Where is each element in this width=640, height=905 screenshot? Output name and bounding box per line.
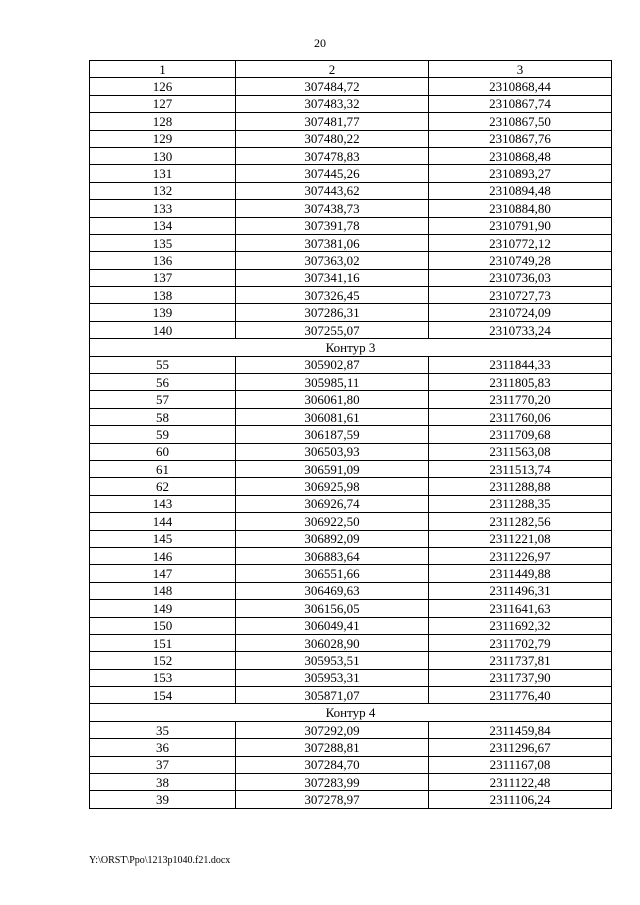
x-coordinate-cell: 306049,41: [236, 617, 429, 634]
x-coordinate-cell: 306187,59: [236, 426, 429, 443]
y-coordinate-cell: 2310749,28: [429, 252, 612, 269]
y-coordinate-cell: 2311167,08: [429, 756, 612, 773]
table-row: [90, 426, 612, 443]
point-number-cell: 58: [90, 408, 236, 425]
table-row: [90, 182, 612, 199]
y-coordinate-cell: 2311770,20: [429, 391, 612, 408]
y-coordinate-cell: 2310772,12: [429, 234, 612, 251]
point-number-cell: 153: [90, 669, 236, 686]
y-coordinate-cell: 2310868,44: [429, 78, 612, 95]
y-coordinate-cell: 2310867,74: [429, 95, 612, 112]
table-header-row: [90, 61, 612, 78]
y-coordinate-cell: 2310733,24: [429, 321, 612, 338]
table-row: [90, 582, 612, 599]
point-number-cell: 133: [90, 200, 236, 217]
table-row: [90, 443, 612, 460]
x-coordinate-cell: 307255,07: [236, 321, 429, 338]
y-coordinate-cell: 2310736,03: [429, 269, 612, 286]
point-number-cell: 151: [90, 634, 236, 651]
x-coordinate-cell: 306503,93: [236, 443, 429, 460]
point-number-cell: 37: [90, 756, 236, 773]
point-number-cell: 139: [90, 304, 236, 321]
y-coordinate-cell: 2310893,27: [429, 165, 612, 182]
table-row: [90, 791, 612, 808]
table-row: [90, 304, 612, 321]
table-row: [90, 652, 612, 669]
x-coordinate-cell: 306926,74: [236, 495, 429, 512]
x-coordinate-cell: 307292,09: [236, 721, 429, 738]
point-number-cell: 146: [90, 547, 236, 564]
table-row: [90, 774, 612, 791]
point-number-cell: 132: [90, 182, 236, 199]
y-coordinate-cell: 2311844,33: [429, 356, 612, 373]
x-coordinate-cell: 307483,32: [236, 95, 429, 112]
table-row: [90, 95, 612, 112]
x-coordinate-cell: 306156,05: [236, 600, 429, 617]
section-title: Контур 3: [90, 339, 612, 356]
y-coordinate-cell: 2310884,80: [429, 200, 612, 217]
table-row: [90, 78, 612, 95]
table-row: [90, 617, 612, 634]
y-coordinate-cell: 2311459,84: [429, 721, 612, 738]
y-coordinate-cell: 2311221,08: [429, 530, 612, 547]
coordinates-table: [89, 60, 612, 809]
y-coordinate-cell: 2311692,32: [429, 617, 612, 634]
table-row: [90, 165, 612, 182]
table-row: [90, 495, 612, 512]
table-row: [90, 547, 612, 564]
table-row: [90, 234, 612, 251]
x-coordinate-cell: 306883,64: [236, 547, 429, 564]
x-coordinate-cell: 307341,16: [236, 269, 429, 286]
table-row: [90, 269, 612, 286]
point-number-cell: 60: [90, 443, 236, 460]
x-coordinate-cell: 307391,78: [236, 217, 429, 234]
point-number-cell: 152: [90, 652, 236, 669]
x-coordinate-cell: 307443,62: [236, 182, 429, 199]
x-coordinate-cell: 307363,02: [236, 252, 429, 269]
point-number-cell: 136: [90, 252, 236, 269]
x-coordinate-cell: 307484,72: [236, 78, 429, 95]
point-number-cell: 143: [90, 495, 236, 512]
table-row: [90, 217, 612, 234]
y-coordinate-cell: 2311702,79: [429, 634, 612, 651]
x-coordinate-cell: 305953,31: [236, 669, 429, 686]
y-coordinate-cell: 2310867,76: [429, 130, 612, 147]
point-number-cell: 135: [90, 234, 236, 251]
section-title: Контур 4: [90, 704, 612, 721]
x-coordinate-cell: 307286,31: [236, 304, 429, 321]
table-row: [90, 391, 612, 408]
y-coordinate-cell: 2311288,88: [429, 478, 612, 495]
y-coordinate-cell: 2311513,74: [429, 460, 612, 477]
y-coordinate-cell: 2311122,48: [429, 774, 612, 791]
point-number-cell: 56: [90, 374, 236, 391]
y-coordinate-cell: 2310727,73: [429, 287, 612, 304]
x-coordinate-cell: 305985,11: [236, 374, 429, 391]
y-coordinate-cell: 2311760,06: [429, 408, 612, 425]
y-coordinate-cell: 2311288,35: [429, 495, 612, 512]
y-coordinate-cell: 2311296,67: [429, 739, 612, 756]
x-coordinate-cell: 307283,99: [236, 774, 429, 791]
table-row: [90, 478, 612, 495]
point-number-cell: 149: [90, 600, 236, 617]
table-row: [90, 252, 612, 269]
x-coordinate-cell: 306469,63: [236, 582, 429, 599]
x-coordinate-cell: 305902,87: [236, 356, 429, 373]
point-number-cell: 128: [90, 113, 236, 130]
table-row: [90, 321, 612, 338]
y-coordinate-cell: 2311496,31: [429, 582, 612, 599]
point-number-cell: 134: [90, 217, 236, 234]
point-number-cell: 36: [90, 739, 236, 756]
point-number-cell: 130: [90, 147, 236, 164]
section-title-row: [90, 704, 612, 721]
x-coordinate-cell: 307381,06: [236, 234, 429, 251]
x-coordinate-cell: 307478,83: [236, 147, 429, 164]
x-coordinate-cell: 307445,26: [236, 165, 429, 182]
point-number-cell: 35: [90, 721, 236, 738]
x-coordinate-cell: 307438,73: [236, 200, 429, 217]
table-row: [90, 721, 612, 738]
y-coordinate-cell: 2311776,40: [429, 687, 612, 704]
x-coordinate-cell: 306551,66: [236, 565, 429, 582]
table-row: [90, 530, 612, 547]
x-coordinate-cell: 306591,09: [236, 460, 429, 477]
x-coordinate-cell: 307288,81: [236, 739, 429, 756]
table-row: [90, 687, 612, 704]
y-coordinate-cell: 2310894,48: [429, 182, 612, 199]
page-number: 20: [314, 36, 326, 50]
file-path-footer: Y:\ORST\Ppo\1213p1040.f21.docx: [89, 855, 231, 866]
y-coordinate-cell: 2310868,48: [429, 147, 612, 164]
point-number-cell: 59: [90, 426, 236, 443]
point-number-cell: 148: [90, 582, 236, 599]
table-row: [90, 374, 612, 391]
point-number-cell: 57: [90, 391, 236, 408]
point-number-cell: 154: [90, 687, 236, 704]
point-number-cell: 147: [90, 565, 236, 582]
x-coordinate-cell: 306922,50: [236, 513, 429, 530]
x-coordinate-cell: 307326,45: [236, 287, 429, 304]
section-title-row: [90, 339, 612, 356]
point-number-cell: 138: [90, 287, 236, 304]
coordinates-table-body: [90, 61, 612, 809]
point-number-cell: 38: [90, 774, 236, 791]
point-number-cell: 140: [90, 321, 236, 338]
table-row: [90, 200, 612, 217]
y-coordinate-cell: 2311449,88: [429, 565, 612, 582]
point-number-cell: 150: [90, 617, 236, 634]
table-row: [90, 756, 612, 773]
table-row: [90, 408, 612, 425]
y-coordinate-cell: 2311737,90: [429, 669, 612, 686]
x-coordinate-cell: 307284,70: [236, 756, 429, 773]
x-coordinate-cell: 306892,09: [236, 530, 429, 547]
table-row: [90, 130, 612, 147]
y-coordinate-cell: 2311282,56: [429, 513, 612, 530]
point-number-cell: 145: [90, 530, 236, 547]
x-coordinate-cell: 305871,07: [236, 687, 429, 704]
table-row: [90, 287, 612, 304]
table-row: [90, 460, 612, 477]
table-row: [90, 634, 612, 651]
point-number-cell: 61: [90, 460, 236, 477]
x-coordinate-cell: 306061,80: [236, 391, 429, 408]
y-coordinate-cell: 2311805,83: [429, 374, 612, 391]
table-row: [90, 739, 612, 756]
point-number-cell: 137: [90, 269, 236, 286]
y-coordinate-cell: 2311737,81: [429, 652, 612, 669]
point-number-cell: 126: [90, 78, 236, 95]
table-row: [90, 600, 612, 617]
point-number-cell: 39: [90, 791, 236, 808]
table-row: [90, 113, 612, 130]
y-coordinate-cell: 2310724,09: [429, 304, 612, 321]
x-coordinate-cell: 306925,98: [236, 478, 429, 495]
y-coordinate-cell: 2310867,50: [429, 113, 612, 130]
column-header: 2: [236, 61, 429, 78]
y-coordinate-cell: 2311709,68: [429, 426, 612, 443]
x-coordinate-cell: 307481,77: [236, 113, 429, 130]
table-row: [90, 147, 612, 164]
column-header: 1: [90, 61, 236, 78]
table-row: [90, 669, 612, 686]
table-row: [90, 356, 612, 373]
y-coordinate-cell: 2311563,08: [429, 443, 612, 460]
table-row: [90, 513, 612, 530]
y-coordinate-cell: 2311106,24: [429, 791, 612, 808]
point-number-cell: 129: [90, 130, 236, 147]
y-coordinate-cell: 2311641,63: [429, 600, 612, 617]
x-coordinate-cell: 307480,22: [236, 130, 429, 147]
x-coordinate-cell: 307278,97: [236, 791, 429, 808]
y-coordinate-cell: 2310791,90: [429, 217, 612, 234]
column-header: 3: [429, 61, 612, 78]
point-number-cell: 55: [90, 356, 236, 373]
point-number-cell: 62: [90, 478, 236, 495]
table-row: [90, 565, 612, 582]
x-coordinate-cell: 306081,61: [236, 408, 429, 425]
y-coordinate-cell: 2311226,97: [429, 547, 612, 564]
x-coordinate-cell: 306028,90: [236, 634, 429, 651]
point-number-cell: 127: [90, 95, 236, 112]
x-coordinate-cell: 305953,51: [236, 652, 429, 669]
point-number-cell: 131: [90, 165, 236, 182]
point-number-cell: 144: [90, 513, 236, 530]
